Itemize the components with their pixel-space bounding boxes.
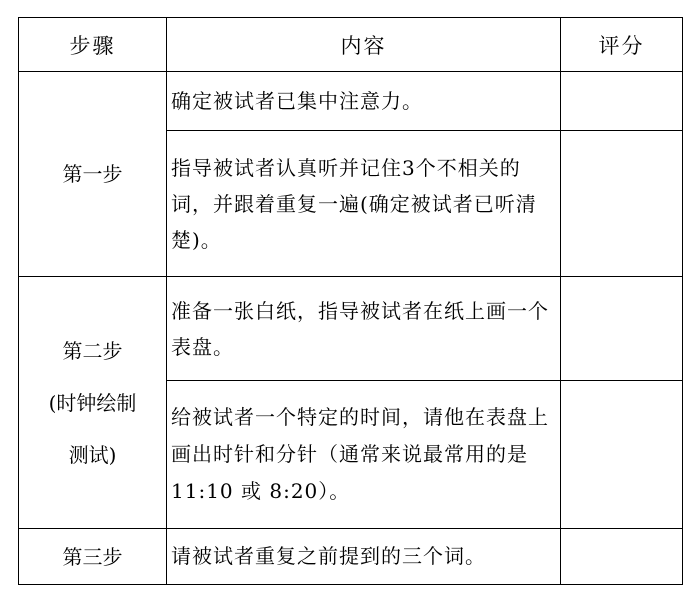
step-two-item-1: 准备一张白纸，指导被试者在纸上画一个表盘。 [167, 277, 561, 381]
score-cell[interactable] [561, 72, 683, 131]
step-two-sub-line1: (时钟绘制 [48, 390, 137, 415]
table-row [19, 277, 683, 381]
score-cell[interactable] [561, 277, 683, 381]
table-row [19, 529, 683, 585]
header-step: 步骤 [19, 18, 167, 72]
step-two-label: 第二步 [62, 338, 123, 363]
assessment-table-page [18, 17, 682, 589]
step-one-label: 第一步 [19, 72, 167, 277]
header-content: 内容 [167, 18, 561, 72]
step-one-item-1: 确定被试者已集中注意力。 [167, 72, 561, 131]
score-cell[interactable] [561, 529, 683, 585]
step-two-cell [19, 277, 167, 529]
assessment-steps-table [18, 17, 683, 585]
score-cell[interactable] [561, 381, 683, 529]
step-two-sub-line2: 测试) [68, 442, 117, 467]
table-header-row [19, 18, 683, 72]
step-three-item-1: 请被试者重复之前提到的三个词。 [167, 529, 561, 585]
score-cell[interactable] [561, 131, 683, 277]
step-one-item-2: 指导被试者认真听并记住3个不相关的词，并跟着重复一遍(确定被试者已听清楚)。 [167, 131, 561, 277]
step-two-item-2: 给被试者一个特定的时间，请他在表盘上画出时针和分针（通常来说最常用的是 11:10 或 8:20）。 [167, 381, 561, 529]
table-row [19, 72, 683, 131]
step-three-label: 第三步 [19, 529, 167, 585]
header-score: 评分 [561, 18, 683, 72]
